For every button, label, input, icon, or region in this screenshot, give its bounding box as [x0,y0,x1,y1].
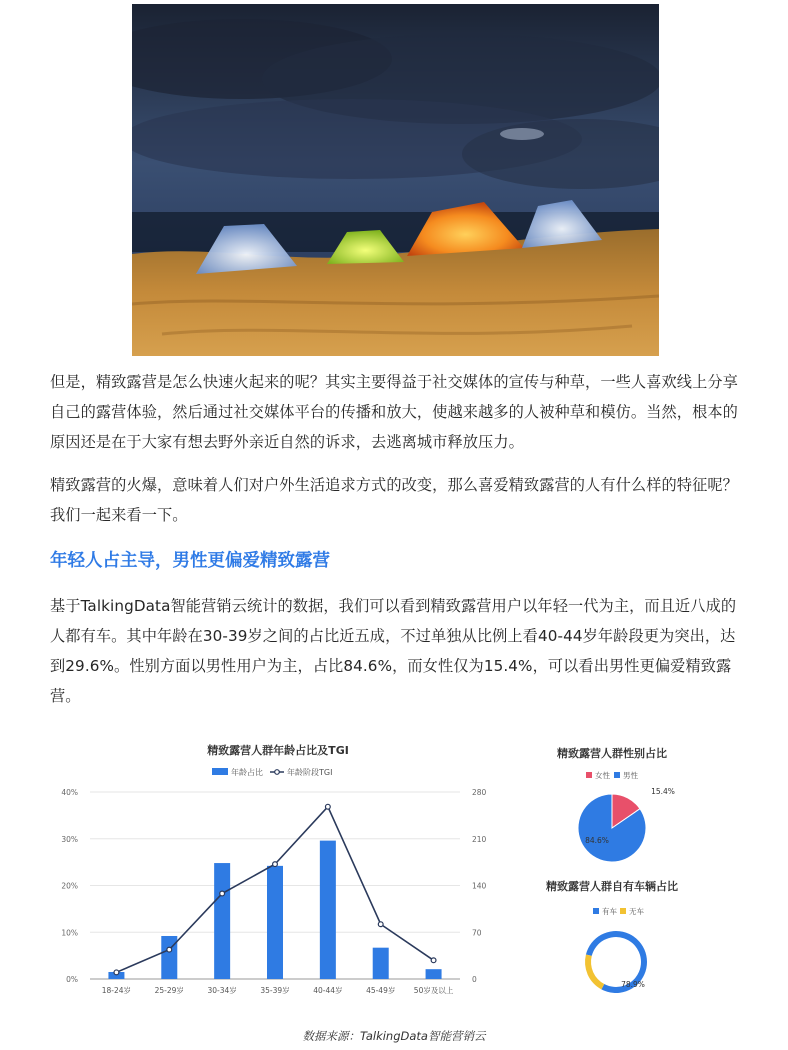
age-bar [267,866,283,979]
age-chart-title: 精致露营人群年龄占比及TGI [207,744,349,757]
paragraph-intro: 但是，精致露营是怎么快速火起来的呢？其实主要得益于社交媒体的宣传与种草，一些人喜欢线上分享自己的露营体验，然后通过社交媒体平台的传播和放大，使越来越多的人被种草和模仿。当然，根本的原因还是在于大家有想去野外亲近自然的诉求，去逃离城市释放压力。 [50,373,738,451]
x-axis-tick-label: 30-34岁 [207,986,237,995]
tgi-point [220,891,225,896]
tgi-point [167,947,172,952]
tgi-point [273,862,278,867]
charts-figure [40,732,740,1022]
tgi-point [431,958,436,963]
camping-photo [132,4,659,356]
legend-label-bar: 年龄占比 [231,768,263,777]
tgi-point [325,804,330,809]
legend-label-male: 男性 [623,771,638,780]
section-heading: 年轻人占主导，男性更偏爱精致露营 [50,551,330,571]
legend-swatch-has-car [593,908,599,914]
data-source-caption: 数据来源：TalkingData智能营销云 [302,1029,486,1043]
age-bar [214,863,230,979]
left-axis-tick-label: 40% [61,788,78,797]
right-axis-tick-label: 70 [472,928,482,938]
age-bar [426,969,442,979]
age-bar [373,948,389,979]
age-chart-left-axis [61,788,78,984]
gender-female-value: 15.4% [651,787,675,796]
legend-swatch-line-dot [275,770,280,775]
car-has-value: 78.9% [621,980,645,989]
car-chart [545,879,678,993]
tgi-point [378,922,383,927]
car-chart-title: 精致露营人群自有车辆占比 [546,880,678,893]
legend-label-female: 女性 [595,771,610,780]
legend-swatch-male [614,772,620,778]
gender-chart-title: 精致露营人群性别占比 [557,747,667,760]
right-axis-tick-label: 280 [472,788,487,797]
age-chart-legend [212,767,332,777]
tgi-point [114,970,119,975]
right-axis-tick-label: 0 [472,975,477,984]
age-chart-right-axis [472,788,487,984]
right-axis-tick-label: 140 [472,881,487,891]
legend-swatch-female [586,772,592,778]
legend-label-no-car: 无车 [629,907,644,916]
gender-male-value: 84.6% [585,836,609,845]
legend-swatch-no-car [620,908,626,914]
left-axis-tick-label: 10% [61,928,78,938]
age-chart-x-axis [102,985,454,995]
paragraph-transition: 精致露营的火爆，意味着人们对户外生活追求方式的改变，那么喜爱精致露营的人有什么样的特征呢？我们一起来看一下。 [50,476,738,524]
right-axis-tick-label: 210 [472,834,487,844]
age-chart [61,743,486,995]
left-axis-tick-label: 30% [61,834,78,844]
legend-label-has-car: 有车 [602,907,617,916]
x-axis-tick-label: 25-29岁 [154,986,184,995]
gender-chart [556,746,675,862]
left-axis-tick-label: 0% [66,975,78,984]
age-bar [161,936,177,979]
left-axis-tick-label: 20% [61,881,78,891]
legend-label-line: 年龄阶段TGI [287,768,333,777]
paragraph-data-summary: 基于TalkingData智能营销云统计的数据，我们可以看到精致露营用户以年轻一代为主，而且近八成的人都有车。其中年龄在30-39岁之间的占比近五成，不过单独从比例上看40-44岁年龄段更为突出，达到29.6%。性别方面以男性用户为主，占比84.6%，而女性仅为15.4%，可以看出男性更偏爱精致露营。 [50,597,737,705]
x-axis-tick-label: 50岁及以上 [413,986,454,995]
gender-pie [578,794,646,862]
x-axis-tick-label: 40-44岁 [313,986,343,995]
age-bar [320,841,336,979]
legend-swatch-bar [212,768,228,775]
x-axis-tick-label: 18-24岁 [101,986,132,995]
x-axis-tick-label: 35-39岁 [260,986,290,995]
x-axis-tick-label: 45-49岁 [366,986,396,995]
car-donut-slice-no-car [585,954,604,989]
